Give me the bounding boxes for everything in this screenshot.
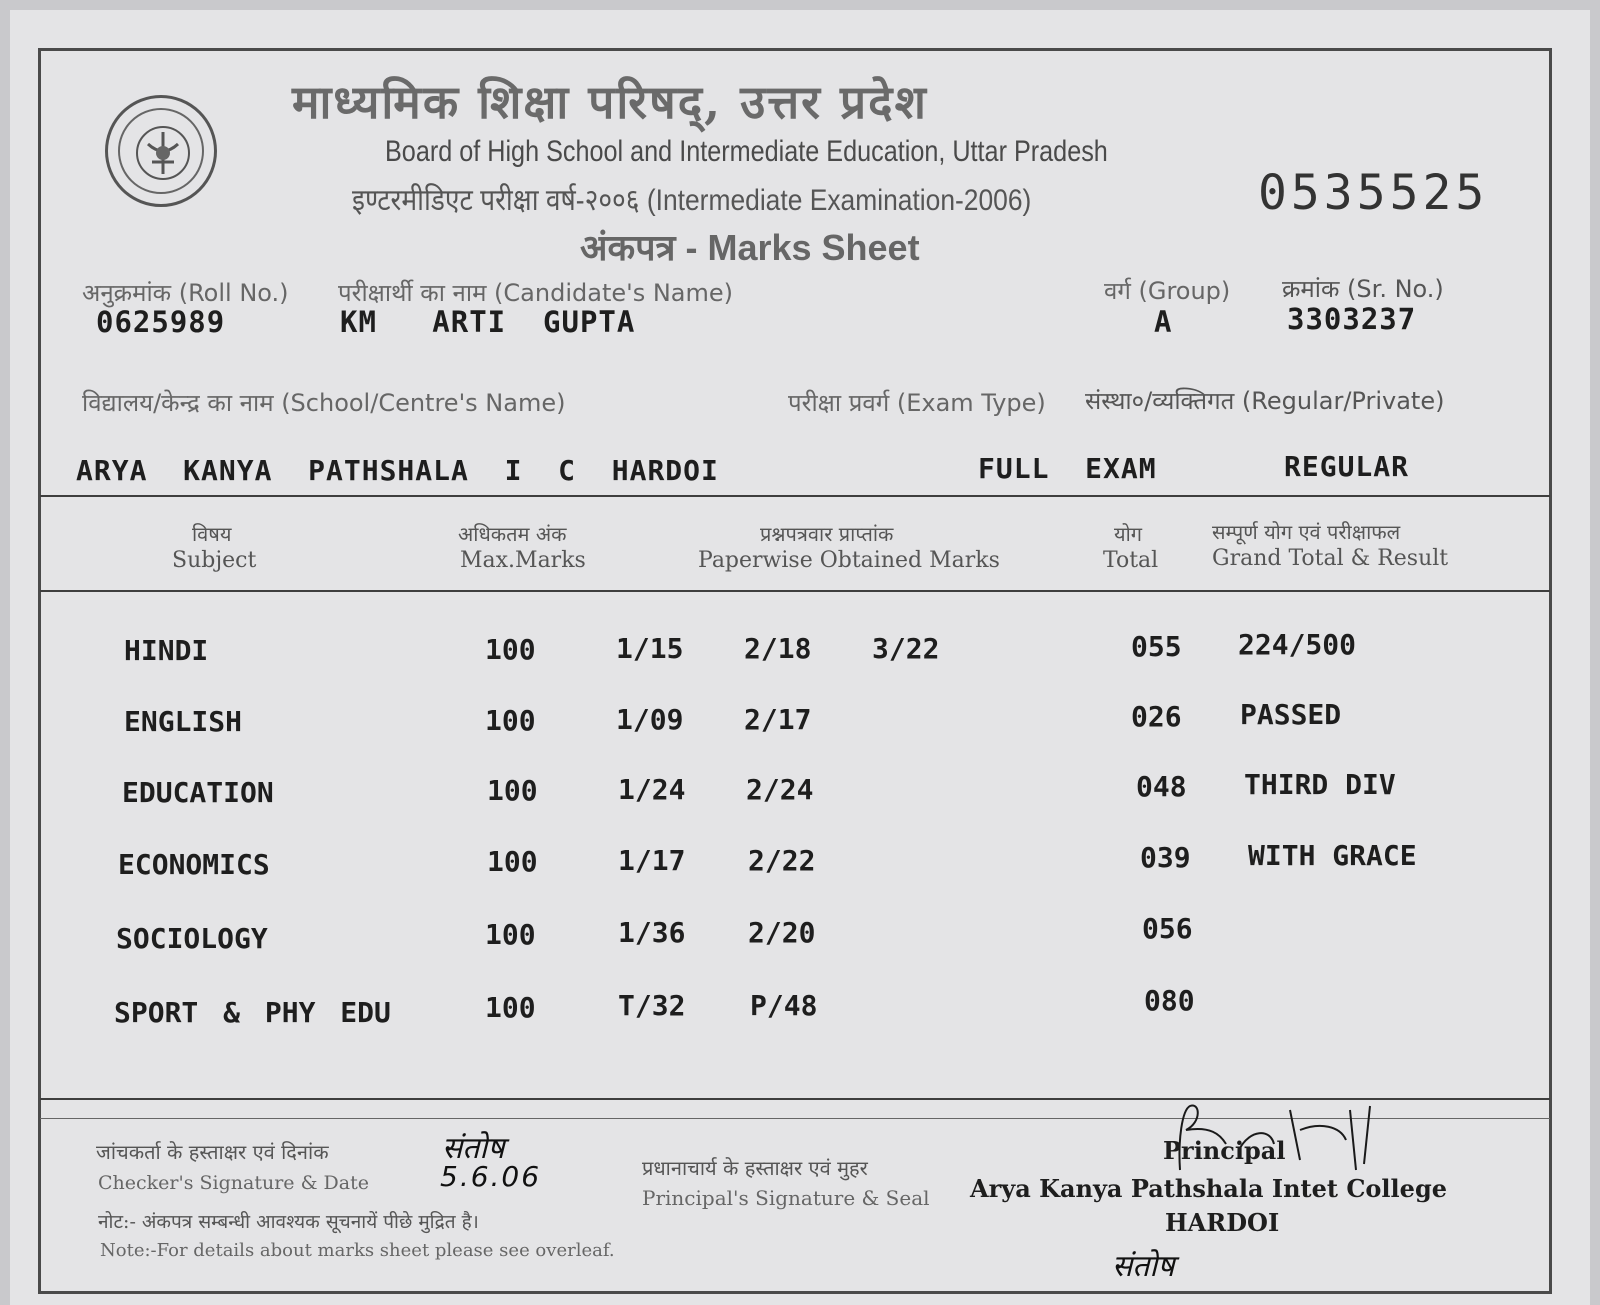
checker-label-english: Checker's Signature & Date (98, 1172, 369, 1194)
sr-no-label: क्रमांक (Sr. No.) (1282, 275, 1444, 303)
candidate-name-label: परीक्षार्थी का नाम (Candidate's Name) (338, 279, 734, 307)
row-subject: EDUCATION (122, 776, 274, 809)
group-label: वर्ग (Group) (1104, 277, 1231, 305)
checker-date: 5.6.06 (440, 1160, 542, 1193)
row-max: 100 (487, 845, 538, 878)
exam-line: इण्टरमीडिएट परीक्षा वर्ष-२००६ (Intermediate Examination-2006) (352, 184, 1032, 217)
note-english: Note:-For details about marks sheet please see overleaf. (100, 1240, 615, 1261)
school-value: ARYA KANYA PATHSHALA I C HARDOI (76, 454, 719, 487)
row-paper1: 1/24 (618, 773, 686, 806)
row-total: 048 (1136, 770, 1187, 803)
row-total: 039 (1140, 841, 1191, 874)
title-english: Board of High School and Intermediate Education, Uttar Pradesh (385, 135, 1108, 168)
stamp-college: Arya Kanya Pathshala Intet College (970, 1174, 1447, 1203)
note-hindi: नोट:- अंकपत्र सम्बन्धी आवश्यक सूचनायें पीछे मुद्रित है। (98, 1211, 479, 1233)
row-subject: HINDI (124, 634, 209, 667)
row-paper1: 1/17 (618, 844, 686, 877)
row-paper2: P/48 (750, 989, 818, 1022)
row-max: 100 (485, 918, 536, 951)
row-paper2: 2/17 (744, 703, 812, 736)
exam-type-value: FULL EXAM (978, 452, 1157, 485)
row-paper1: 1/36 (618, 916, 686, 949)
col-header-result-hindi: सम्पूर्ण योग एवं परीक्षाफल (1212, 520, 1401, 544)
roll-no-label: अनुक्रमांक (Roll No.) (82, 279, 289, 307)
regular-value: REGULAR (1284, 450, 1410, 483)
row-paper1: 1/09 (616, 703, 684, 736)
row-subject: ENGLISH (124, 705, 243, 738)
col-header-max-hindi: अधिकतम अंक (458, 522, 567, 546)
col-header-total: Total (1103, 548, 1159, 573)
row-paper2: 2/22 (748, 844, 816, 877)
row-max: 100 (485, 633, 536, 666)
row-subject: SOCIOLOGY (116, 922, 268, 955)
row-result: PASSED (1240, 698, 1342, 731)
stamp-hardoi: HARDOI (1165, 1208, 1280, 1237)
row-paper3: 3/22 (872, 632, 940, 665)
row-result: THIRD DIV (1244, 768, 1396, 801)
row-total: 026 (1131, 700, 1182, 733)
row-paper1: 1/15 (616, 632, 684, 665)
row-paper2: 2/24 (746, 773, 814, 806)
row-max: 100 (485, 704, 536, 737)
row-total: 055 (1131, 630, 1182, 663)
row-total: 056 (1142, 912, 1193, 945)
row-max: 100 (485, 991, 536, 1024)
row-subject: SPORT & PHY EDU (114, 996, 391, 1029)
row-subject: ECONOMICS (118, 848, 270, 881)
col-header-subject: Subject (172, 548, 257, 573)
principal-label-hindi: प्रधानाचार्य के हस्ताक्षर एवं मुहर (642, 1156, 868, 1180)
col-header-max: Max.Marks (460, 548, 586, 573)
checker-label-hindi: जांचकर्ता के हस्ताक्षर एवं दिनांक (96, 1140, 329, 1164)
col-header-paperwise-hindi: प्रश्नपत्रवार प्राप्तांक (760, 522, 894, 546)
col-header-result: Grand Total & Result (1212, 546, 1449, 571)
row-paper2: 2/20 (748, 916, 816, 949)
regular-private-label: संस्था०/व्यक्तिगत (Regular/Private) (1085, 387, 1445, 415)
row-paper1: T/32 (618, 989, 686, 1022)
sr-no-value: 3303237 (1287, 302, 1417, 336)
school-label: विद्यालय/केन्द्र का नाम (School/Centre's Name) (82, 389, 566, 417)
bottom-signature: संतोष (1112, 1249, 1175, 1284)
col-header-subject-hindi: विषय (192, 522, 232, 546)
title-hindi: माध्यमिक शिक्षा परिषद्, उत्तर प्रदेश (292, 75, 928, 129)
doc-title: अंकपत्र - Marks Sheet (580, 227, 920, 268)
serial-number-top: 0535525 (1258, 165, 1489, 221)
row-result: 224/500 (1238, 628, 1357, 661)
seal-emblem-icon (134, 124, 192, 182)
roll-no-value: 0625989 (96, 305, 226, 339)
divider-header-top (40, 495, 1550, 497)
checker-signature: संतोष (442, 1131, 505, 1166)
candidate-name-value: KM ARTI GUPTA (340, 305, 636, 339)
row-total: 080 (1144, 984, 1195, 1017)
exam-type-label: परीक्षा प्रवर्ग (Exam Type) (788, 389, 1046, 417)
principal-label-english: Principal's Signature & Seal (642, 1186, 930, 1210)
col-header-paperwise: Paperwise Obtained Marks (698, 548, 1000, 573)
col-header-total-hindi: योग (1114, 522, 1143, 546)
row-result: WITH GRACE (1248, 839, 1417, 872)
stamp-principal: Principal (1163, 1136, 1286, 1165)
row-paper2: 2/18 (744, 632, 812, 665)
row-max: 100 (487, 774, 538, 807)
group-value: A (1154, 305, 1172, 339)
divider-header-bottom (40, 590, 1550, 592)
board-seal-icon (105, 95, 217, 207)
